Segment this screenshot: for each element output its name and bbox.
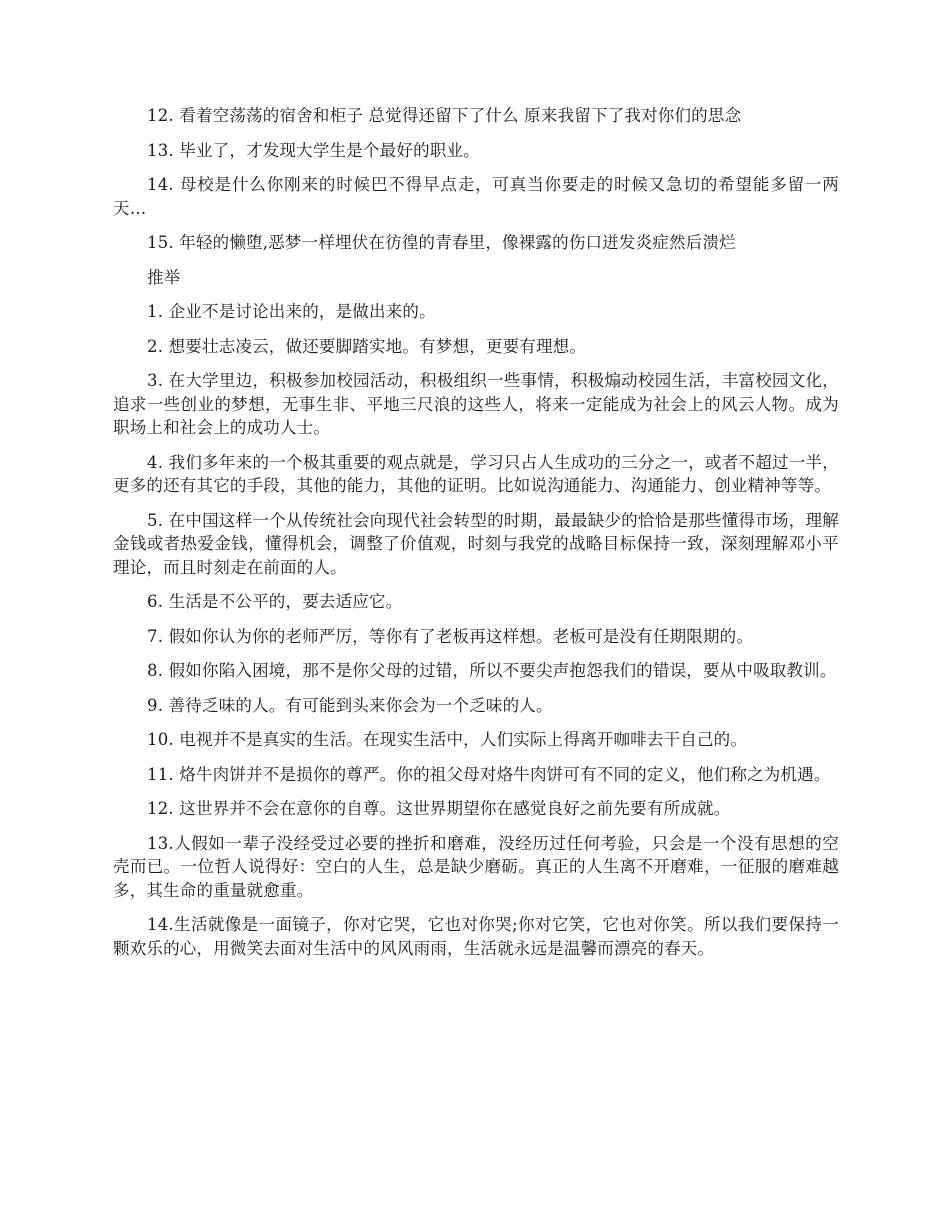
- paragraph-15-youth: 15. 年轻的懒堕,恶梦一样埋伏在彷徨的青春里，像裸露的伤口迸发炎症然后溃烂: [147, 233, 736, 252]
- paragraph-14-alma-mater: 14. 母校是什么你刚来的时候巴不得早点走，可真当你要走的时候又急切的希望能多留一两天…: [113, 175, 839, 218]
- paragraph-11-burger: 11. 烙牛肉饼并不是损你的尊严。你的祖父母对烙牛肉饼可有不同的定义，他们称之为机遇。: [147, 764, 831, 784]
- paragraph-10-tv: 10. 电视并不是真实的生活。在现实生活中，人们实际上得离开咖啡去干自己的。: [147, 730, 748, 749]
- paragraph-14-mirror: 14.生活就像是一面镜子，你对它哭，它也对你哭;你对它笑，它也对你笑。所以我们要保持一颗欢乐的心，用微笑去面对生活中的风风雨雨，生活就永远是温馨而漂亮的春天。: [113, 915, 839, 958]
- paragraph-8-trouble: 8. 假如你陷入困境，那不是你父母的过错，所以不要尖声抱怨我们的错误，要从中吸取教训。: [147, 661, 837, 680]
- paragraph-2-ambition: 2. 想要壮志凌云，做还要脚踏实地。有梦想，更要有理想。: [147, 336, 587, 356]
- paragraph-12-dorm: 12. 看着空荡荡的宿舍和柜子 总觉得还留下了什么 原来我留下了我对你们的思念: [147, 106, 742, 125]
- paragraph-5-china: 5. 在中国这样一个从传统社会向现代社会转型的时期，最最缺少的恰恰是那些懂得市场，理解金钱或者热爱金钱，懂得机会，调整了价值观，时刻与我党的战略目标保持一致，深刻理解邓小平理论，而且时刻走在前面的人。: [113, 510, 839, 577]
- paragraph-9-boring: 9. 善待乏味的人。有可能到头来你会为一个乏味的人。: [147, 695, 553, 715]
- paragraph-3-campus: 3. 在大学里边，积极参加校园活动，积极组织一些事情，积极煽动校园生活，丰富校园文化，追求一些创业的梦想，无事生非、平地三尺浪的这些人，将来一定能成为社会上的风云人物。成为职场上和社会上的成功人士。: [113, 371, 839, 437]
- paragraph-7-teacher: 7. 假如你认为你的老师严厉，等你有了老板再这样想。老板可是没有任期限期的。: [147, 626, 754, 646]
- document-page: [113, 104, 839, 971]
- section-heading-recommend: 推举: [147, 267, 181, 287]
- paragraph-6-unfair: 6. 生活是不公平的，要去适应它。: [147, 592, 403, 611]
- paragraph-13-hardship: 13.人假如一辈子没经受过必要的挫折和磨难，没经历过任何考验，只会是一个没有思想的空壳而已。一位哲人说得好：空白的人生，总是缺少磨砺。真正的人生离不开磨难，一征服的磨难越多，其生命的重量就愈重。: [113, 833, 839, 900]
- paragraph-13-graduation: 13. 毕业了，才发现大学生是个最好的职业。: [147, 140, 480, 160]
- paragraph-4-success: 4. 我们多年来的一个极其重要的观点就是，学习只占人生成功的三分之一，或者不超过一半，更多的还有其它的手段，其他的能力，其他的证明。比如说沟通能力、沟通能力、创业精神等等。: [113, 452, 839, 495]
- paragraph-1-enterprise: 1. 企业不是讨论出来的，是做出来的。: [147, 302, 436, 321]
- paragraph-12-self-esteem: 12. 这世界并不会在意你的自尊。这世界期望你在感觉良好之前先要有所成就。: [147, 799, 731, 818]
